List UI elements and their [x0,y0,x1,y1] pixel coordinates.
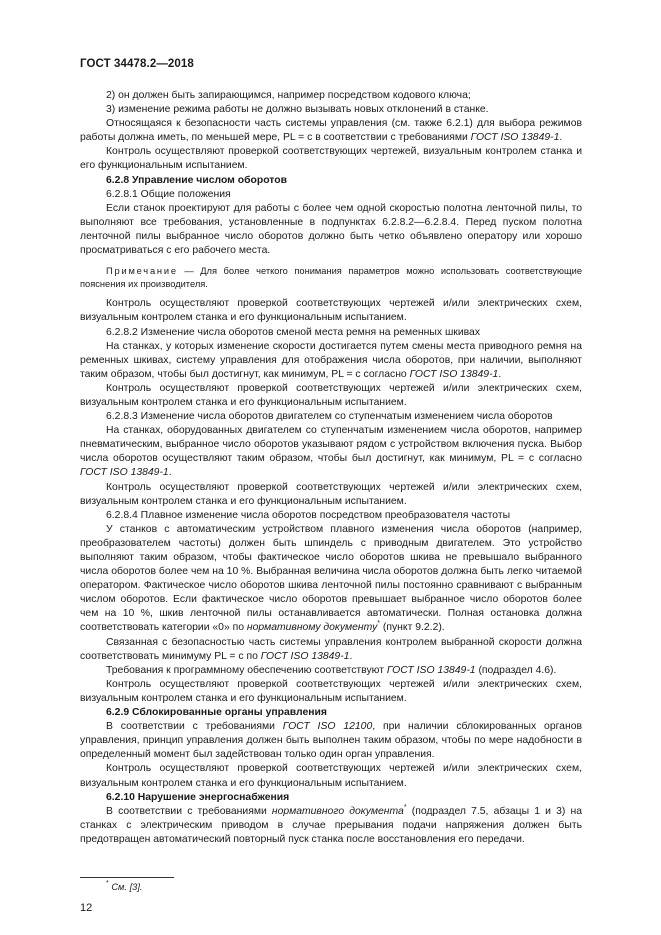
paragraph-text: В соответствии с требованиями [106,721,283,733]
page-number: 12 [80,902,93,914]
paragraph-text: На станках, у которых изменение скорости достигается путем смены места приводного ремня на ременных шкивах, систему управления для отображения числа оборотов, при наличии, выполняют таким образом, чтобы был достигнут, как минимум, PL = с согласно [80,340,582,380]
paragraph-text: Относящаяся к безопасности часть системы управления (см. также 6.2.1) для выбора режимов работы должна иметь, по меньшей мере, PL = с в соответствии с требованиями [80,118,582,144]
standard-ref: ГОСТ ISO 13849-1 [470,132,560,144]
note [80,265,582,290]
section-heading-6-2-8: 6.2.8 Управление числом оборотов [106,174,287,186]
paragraph-end: . [168,467,172,479]
paragraph: Контроль осуществляют проверкой соответствующих чертежей, визуальным контролем станка и его функциональным испытанием. [80,146,582,172]
paragraph [80,117,582,145]
subsection-heading-6-2-8-4: 6.2.8.4 Плавное изменение числа оборотов посредством преобразователя частоты [106,509,511,521]
subsection-heading-6-2-8-2: 6.2.8.2 Изменение числа оборотов сменой места ремня на ременных шкивах [106,326,481,338]
paragraph-end: (подраздел 4.6). [475,664,557,676]
paragraph-text: На станках, оборудованных двигателем со ступенчатым изменением числа оборотов, например пневматическим, выбранное число оборотов указывают рядом с устройством включения пуска. Выбор числа оборотов осуществляют таким образом, чтобы был достигнут, как минимум, PL = с согласно [80,425,582,465]
standard-ref: ГОСТ ISO 13849-1 [80,467,169,479]
paragraph-end: (пункт 9.2.2). [380,622,445,634]
standard-ref: ГОСТ ISO 13849-1 [386,664,476,676]
standard-ref: нормативному документу [246,622,378,634]
paragraph: Контроль осуществляют проверкой соответствующих чертежей и/или электрических схем, визуальным контролем станка и его функциональным испытанием. [80,382,582,408]
footnote-mark: * [403,803,407,811]
paragraph: Контроль осуществляют проверкой соответствующих чертежей и/или электрических схем, визуальным контролем станка и его функциональным испытанием. [80,763,582,789]
section-heading-6-2-9: 6.2.9 Сблокированные органы управления [106,707,327,719]
paragraph [80,805,582,847]
standard-ref: нормативного документа [271,805,404,817]
standard-ref: ГОСТ ISO 13849-1 [260,650,350,662]
document-body [80,89,582,847]
paragraph-end: . [498,368,502,380]
standard-ref: ГОСТ ISO 13849-1 [409,368,499,380]
paragraph: Если станок проектируют для работы с более чем одной скоростью полотна ленточной пилы, то выполняют все требования, установленные в подпунктах 6.2.8.2—6.2.8.4. Перед пуском полотна ленточной пилы выбранное число оборотов должно быть четко объявлено оператору или хорошо просматриваться с его рабочего места. [80,202,582,257]
note-label: Примечание [106,266,178,277]
footnote [106,882,143,892]
subsection-heading-6-2-8-1: 6.2.8.1 Общие положения [106,188,231,200]
paragraph [80,720,582,762]
section-heading-6-2-10: 6.2.10 Нарушение энергоснабжения [106,791,290,803]
paragraph: Контроль осуществляют проверкой соответствующих чертежей и/или электрических схем, визуальным контролем станка и его функциональным испытанием. [80,481,582,507]
paragraph-text: Требования к программному обеспечению соответствуют [106,664,387,676]
footnote-text: См. [3]. [108,882,143,892]
footnote-divider [80,877,174,878]
footnote-mark: * [106,880,109,887]
paragraph [80,636,582,664]
footnote-mark: * [377,620,381,628]
paragraph [80,424,582,480]
paragraph-end: (подраздел 7.5, абзацы 1 и 3) на станках с электрическим приводом в случае прерывания подачи напряжения должен быть предотвращен автоматический повторный пуск станка после восстановления его передачи. [80,805,582,845]
paragraph [80,664,582,678]
standard-ref: ГОСТ ISO 12100 [282,721,373,733]
paragraph [80,340,582,382]
note-text: — Для более четкого понимания параметров можно использовать соответствующие пояснения их производителя. [80,266,582,289]
list-item-3: 3) изменение режима работы не должно вызывать новых отклонений в станке. [106,104,489,116]
paragraph: Контроль осуществляют проверкой соответствующих чертежей и/или электрических схем, визуальным контролем станка и его функциональным испытанием. [80,678,582,704]
paragraph-end: . [349,650,353,662]
paragraph: Контроль осуществляют проверкой соответствующих чертежей и/или электрических схем, визуальным контролем станка и его функциональным испытанием. [80,298,582,324]
paragraph-end: . [559,132,563,144]
document-header: ГОСТ 34478.2—2018 [80,58,194,70]
paragraph-text: Связанная с безопасностью часть системы управления контролем выбранной скорости должна соответствовать минимуму PL = с по [80,636,582,662]
paragraph-end: , при наличии сблокированных органов управления, принцип управления должен быть выполнен таким образом, чтобы по мере надобности в определенный момент был задействован только один орган управления. [80,721,582,761]
paragraph-text: У станков с автоматическим устройством плавного изменения числа оборотов (например, преобразователем частоты) должен быть шпиндель с приводным двигателем. Это устройство выполняют таким образом, чтобы фактическое число оборотов шкива не превышало выбранного числа оборотов более чем на 10 %. Выбранная величина числа оборотов должна быть легко читаемой оператором. Фактическое число оборотов шкива ленточной пилы постоянно сравнивают с выбранным числом оборотов. Если фактическое число оборотов превышает выбранное число оборотов более чем на 10 %, шкив ленточной пилы останавливается автоматически. Полная остановка должна соответствовать категории «0» по [80,523,582,634]
list-item-2: 2) он должен быть запирающимся, например посредством кодового ключа; [106,90,471,101]
paragraph-text: В соответствии с требованиями [106,805,272,817]
subsection-heading-6-2-8-3: 6.2.8.3 Изменение числа оборотов двигателем со ступенчатым изменением числа оборотов [106,411,553,423]
paragraph [80,523,582,636]
